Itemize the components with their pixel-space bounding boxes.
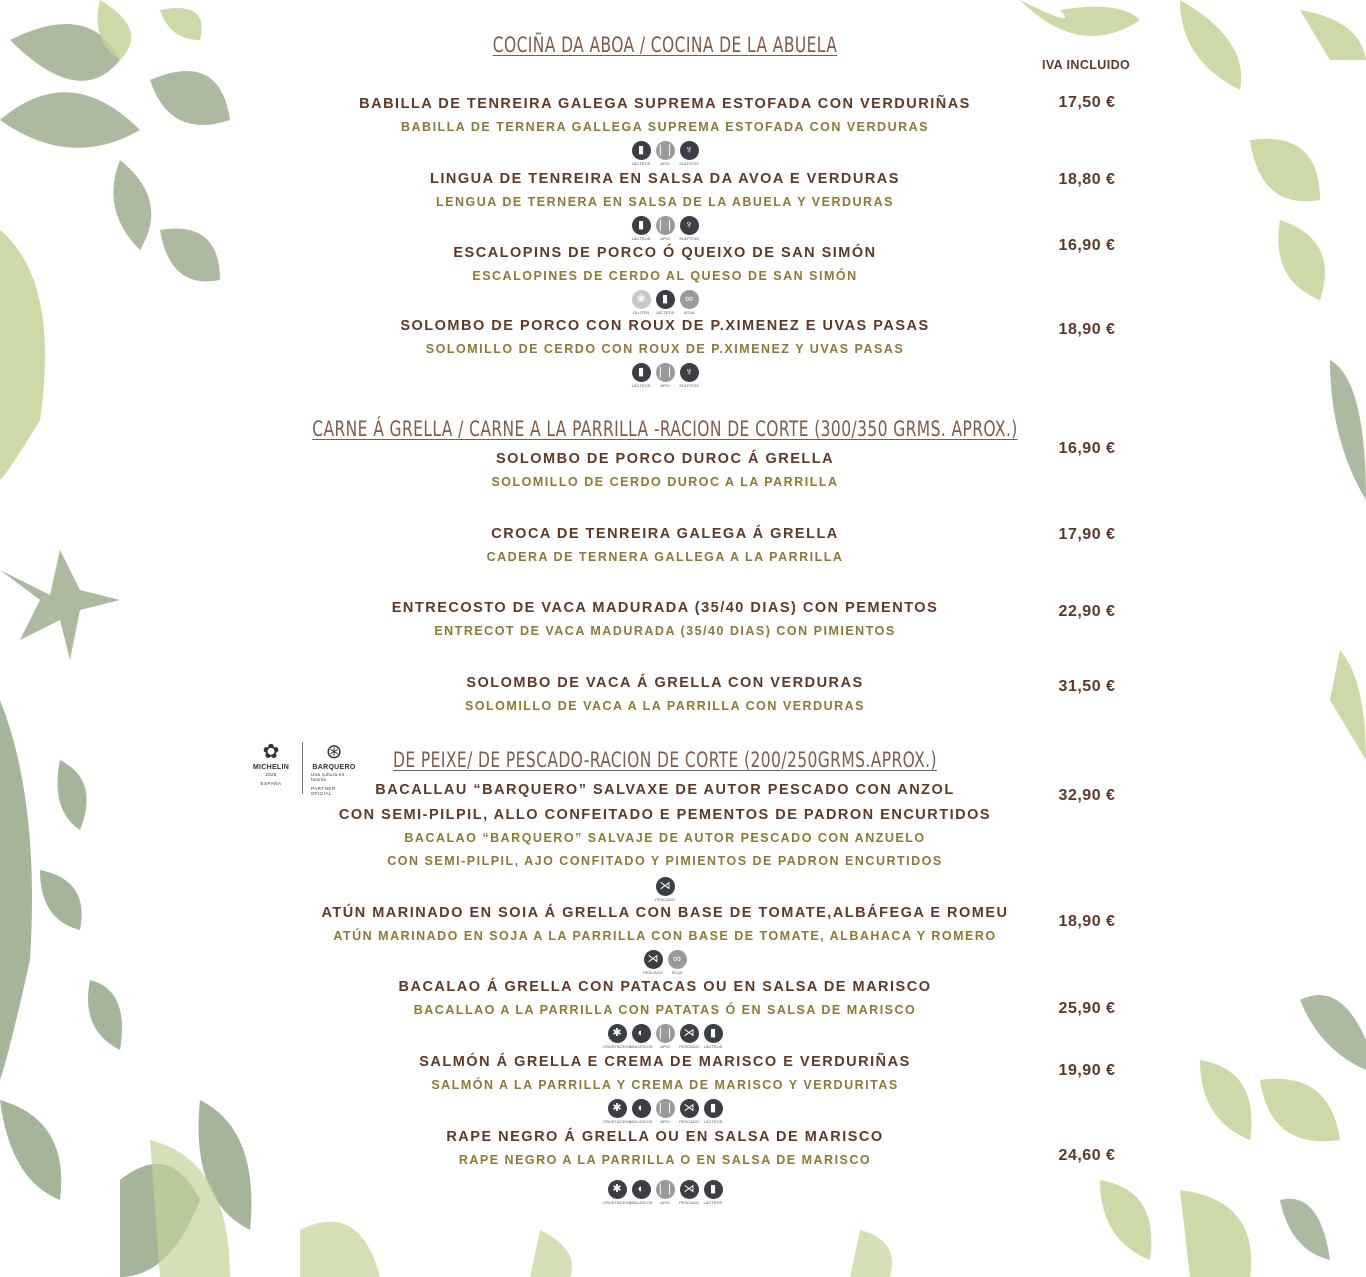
allergen-list [0,363,1330,388]
celery-icon: ❘❘ [656,216,675,235]
dish-name-gl: BABILLA DE TENREIRA GALEGA SUPREMA ESTOFADA CON VERDURIÑAS [359,96,971,112]
allergen-caption: SULFITOS [679,383,699,388]
dish-name-gl: BACALAO Á GRELLA CON PATACAS OU EN SALSA DE MARISCO [398,979,932,995]
allergen-item [703,1180,723,1205]
mollusc-icon: ◐ [632,1024,651,1043]
dish-name-es: CADERA DE TERNERA GALLEGA A LA PARRILLA [486,550,844,564]
dish-name-es: SOLOMILLO DE VACA A LA PARRILLA CON VERDURAS [464,699,866,713]
allergen-caption: LÁCTEOS [703,1119,723,1124]
section-title-peixe: DE PEIXE/ DE PESCADO-RACION DE CORTE (200/250GRMS.APROX.) [393,748,937,772]
allergen-caption: CRUSTÁCEOS [603,1119,631,1124]
allergen-item [631,1024,651,1049]
dish-name-es: BACALAO “BARQUERO” SALVAJE DE AUTOR PESCADO CON ANZUELO [404,831,926,845]
allergen-item [679,141,699,166]
fish-icon: ⋊ [680,1099,699,1118]
barquero-tagline: Una cultura en familia [311,772,345,782]
allergen-item [679,1099,699,1124]
dish-rape [0,1125,1330,1205]
allergen-item [655,141,675,166]
michelin-year: 2026 [265,772,277,777]
celery-icon: ❘❘ [656,141,675,160]
milk-icon: ▮ [632,141,651,160]
soy-icon: ∞ [668,950,687,969]
dish-name-gl-line2: CON SEMI-PILPIL, ALLO CONFEITADO E PEMENTOS DE PADRON ENCURTIDOS [338,807,992,823]
allergen-item [679,1024,699,1049]
dish-name-es: SOLOMILLO DE CERDO DUROC A LA PARRILLA [491,475,839,489]
allergen-caption: CRUSTÁCEOS [603,1200,631,1205]
allergen-caption: CRUSTÁCEOS [603,1044,631,1049]
price: 16,90 € [1058,237,1116,254]
barquero-partner: PARTNER OFICIAL [311,786,336,796]
dish-name-gl: ESCALOPINS DE PORCO Ó QUEIXO DE SAN SIMÓN [453,245,877,261]
milk-icon: ▮ [704,1024,723,1043]
price: 22,90 € [1058,603,1116,620]
allergen-item [679,290,699,315]
allergen-caption: APIO [660,383,670,388]
allergen-list [0,950,1330,975]
allergen-item [679,1180,699,1205]
allergen-caption: GLUTEN [632,310,650,315]
allergen-caption: PESCADO [643,970,663,975]
allergen-caption: PESCADO [655,897,675,902]
allergen-item [703,1024,723,1049]
dish-name-es: ESCALOPINES DE CERDO AL QUESO DE SAN SIMÓN [472,269,858,283]
allergen-list [0,877,1330,902]
allergen-item [655,1024,675,1049]
allergen-item [655,1099,675,1124]
allergen-list [0,1180,1330,1205]
dish-name-gl: BACALLAU “BARQUERO” SALVAXE DE AUTOR PESCADO CON ANZOL [375,782,955,798]
allergen-caption: MOLUSCOS [629,1200,653,1205]
allergen-item [631,363,651,388]
allergen-caption: LÁCTEOS [631,236,651,241]
price: 25,90 € [1058,1000,1116,1017]
fish-icon: ⋊ [656,877,675,896]
crustacean-icon: ✱ [608,1180,627,1199]
allergen-item [603,1024,631,1049]
dish-name-es: SALMÓN A LA PARRILLA Y CREMA DE MARISCO Y VERDURITAS [431,1078,899,1092]
section-title-grella: CARNE Á GRELLA / CARNE A LA PARRILLA -RACION DE CORTE (300/350 GRMS. APROX.) [312,417,1018,441]
allergen-caption: MOLUSCOS [629,1044,653,1049]
allergen-list [0,1024,1330,1049]
price: 32,90 € [1058,787,1116,804]
allergen-caption: SULFITOS [679,161,699,166]
allergen-item [603,1180,631,1205]
price: 17,90 € [1058,526,1116,543]
dish-name-gl: RAPE NEGRO Á GRELLA OU EN SALSA DE MARISCO [446,1129,884,1145]
section-title-abuela: COCIÑA DA ABOA / COCINA DE LA ABUELA [492,33,838,57]
allergen-item [631,1180,651,1205]
allergen-caption: SOJA [683,310,695,315]
allergen-item [679,216,699,241]
milk-icon: ▮ [704,1099,723,1118]
barquero-name: BARQUERO [312,764,356,771]
price: 17,50 € [1058,94,1116,111]
dish-name-gl: SOLOMBO DE PORCO DUROC Á GRELLA [495,451,835,467]
price: 18,90 € [1058,321,1116,338]
crustacean-icon: ✱ [608,1099,627,1118]
milk-icon: ▮ [632,216,651,235]
michelin-country: ESPAÑA [260,781,282,786]
allergen-caption: APIO [660,161,670,166]
mollusc-icon: ◐ [632,1180,651,1199]
price: 31,50 € [1058,678,1116,695]
dish-name-gl: SALMÓN Á GRELLA E CREMA DE MARISCO E VERDURIÑAS [419,1054,911,1070]
dish-name-es: ENTRECOT DE VACA MADURADA (35/40 DIAS) CON PIMIENTOS [434,624,896,638]
allergen-item [603,1099,631,1124]
dish-name-es-line2: CON SEMI-PILPIL, AJO CONFITADO Y PIMIENTOS DE PADRON ENCURTIDOS [387,854,943,868]
allergen-caption: APIO [660,1119,670,1124]
allergen-caption: LÁCTEOS [631,161,651,166]
dish-name-es: BACALLAO A LA PARRILLA CON PATATAS Ó EN SALSA DE MARISCO [413,1003,917,1017]
dish-name-gl: ENTRECOSTO DE VACA MADURADA (35/40 DIAS) CON PEMENTOS [391,600,939,616]
allergen-item [631,1099,651,1124]
allergen-caption: LÁCTEOS [631,383,651,388]
allergen-caption: LÁCTEOS [655,310,675,315]
allergen-caption: SULFITOS [679,236,699,241]
allergen-caption: PESCADO [679,1119,699,1124]
dish-name-gl: ATÚN MARINADO EN SOIA Á GRELLA CON BASE DE TOMATE,ALBÁFEGA E ROMEU [321,905,1009,921]
allergen-caption: APIO [660,236,670,241]
allergen-list [0,1099,1330,1124]
price: 18,80 € [1058,171,1116,188]
sulphites-icon: ♆ [680,363,699,382]
allergen-item [655,216,675,241]
celery-icon: ❘❘ [656,363,675,382]
allergen-list [0,141,1330,166]
dish-name-gl: SOLOMBO DE PORCO CON ROUX DE P.XIMENEZ E UVAS PASAS [400,318,930,334]
allergen-item [655,1180,675,1205]
allergen-caption: LÁCTEOS [703,1200,723,1205]
allergen-caption: PESCADO [679,1200,699,1205]
allergen-caption: MOLUSCOS [629,1119,653,1124]
allergen-item [679,363,699,388]
gluten-icon: ❀ [632,290,651,309]
soy-icon: ∞ [680,290,699,309]
barquero-logo-icon: ⊛ [325,741,343,763]
allergen-item [631,290,651,315]
allergen-item [655,363,675,388]
allergen-item [667,950,687,975]
dish-name-es: ATÚN MARINADO EN SOJA A LA PARRILLA CON BASE DE TOMATE, ALBAHACA Y ROMERO [333,929,997,943]
dish-name-gl: CROCA DE TENREIRA GALEGA Á GRELLA [491,526,839,542]
allergen-item [631,141,651,166]
allergen-item [703,1099,723,1124]
price: 18,90 € [1058,913,1116,930]
fish-icon: ⋊ [644,950,663,969]
milk-icon: ▮ [632,363,651,382]
price: 19,90 € [1058,1062,1116,1079]
dish-name-es: LENGUA DE TERNERA EN SALSA DE LA ABUELA Y VERDURAS [436,195,894,209]
celery-icon: ❘❘ [656,1180,675,1199]
dish-name-gl: LINGUA DE TENREIRA EN SALSA DA AVOA E VERDURAS [430,171,900,187]
allergen-list [0,290,1330,315]
crustacean-icon: ✱ [608,1024,627,1043]
allergen-caption: APIO [660,1200,670,1205]
dish-name-gl: SOLOMBO DE VACA Á GRELLA CON VERDURAS [466,675,864,691]
allergen-item [631,216,651,241]
allergen-item [655,290,675,315]
milk-icon: ▮ [704,1180,723,1199]
sulphites-icon: ♆ [680,141,699,160]
michelin-star-icon: ✿ [262,741,280,763]
allergen-item [643,950,663,975]
allergen-caption: LÁCTEOS [703,1044,723,1049]
fish-icon: ⋊ [680,1180,699,1199]
price: 24,60 € [1058,1147,1116,1164]
michelin-name: MICHELIN [252,764,290,771]
fish-icon: ⋊ [680,1024,699,1043]
iva-label: IVA INCLUIDO [1042,58,1131,72]
dish-name-es: RAPE NEGRO A LA PARRILLA O EN SALSA DE MARISCO [458,1153,872,1167]
allergen-caption: APIO [660,1044,670,1049]
allergen-caption: PESCADO [679,1044,699,1049]
milk-icon: ▮ [656,290,675,309]
dish-name-es: SOLOMILLO DE CERDO CON ROUX DE P.XIMENEZ Y UVAS PASAS [425,342,905,356]
celery-icon: ❘❘ [656,1024,675,1043]
price: 16,90 € [1058,440,1116,457]
allergen-item [655,877,675,902]
celery-icon: ❘❘ [656,1099,675,1118]
mollusc-icon: ◐ [632,1099,651,1118]
dish-name-es: BABILLA DE TERNERA GALLEGA SUPREMA ESTOFADA CON VERDURAS [400,120,929,134]
allergen-caption: SOJA [671,970,683,975]
sulphites-icon: ♆ [680,216,699,235]
